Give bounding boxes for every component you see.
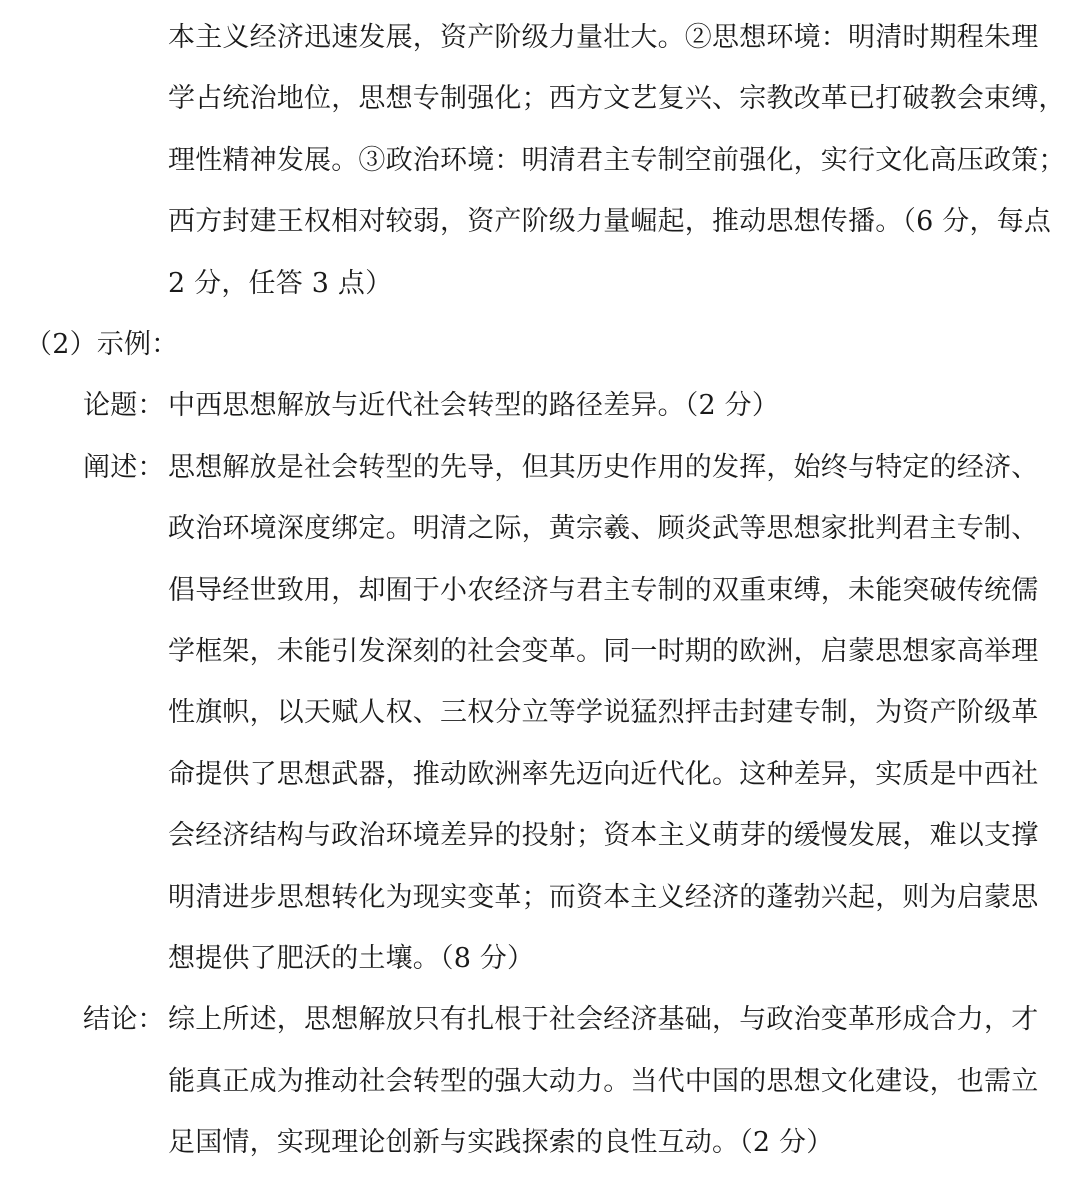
elaboration-line: 学框架，未能引发深刻的社会变革。同一时期的欧洲，启蒙思想家高举理 — [168, 636, 1039, 667]
paragraph-line: 2 分，任答 3 点） — [168, 268, 393, 299]
elaboration-line: 思想解放是社会转型的先导，但其历史作用的发挥，始终与特定的经济、 — [168, 452, 1039, 483]
elaboration-line: 倡导经世致用，却囿于小农经济与君主专制的双重束缚，未能突破传统儒 — [168, 575, 1039, 606]
section-heading: （2）示例： — [25, 329, 179, 360]
conclusion-label: 结论： — [83, 1004, 165, 1035]
elaboration-line: 性旗帜，以天赋人权、三权分立等学说猛烈抨击封建专制，为资产阶级革 — [168, 697, 1039, 728]
paragraph-line: 本主义经济迅速发展，资产阶级力量壮大。②思想环境：明清时期程朱理 — [168, 22, 1039, 53]
conclusion-line: 综上所述，思想解放只有扎根于社会经济基础，与政治变革形成合力，才 — [168, 1004, 1039, 1035]
conclusion-line: 足国情，实现理论创新与实践探索的良性互动。（2 分） — [168, 1127, 834, 1158]
conclusion-line: 能真正成为推动社会转型的强大动力。当代中国的思想文化建设，也需立 — [168, 1066, 1039, 1097]
paragraph-line: 西方封建王权相对较弱，资产阶级力量崛起，推动思想传播。（6 分，每点 — [168, 206, 1052, 237]
elaboration-line: 想提供了肥沃的土壤。（8 分） — [168, 943, 535, 974]
elaboration-label: 阐述： — [83, 452, 165, 483]
thesis-label: 论题： — [83, 390, 165, 421]
paragraph-line: 理性精神发展。③政治环境：明清君主专制空前强化，实行文化高压政策； — [168, 145, 1066, 176]
elaboration-line: 政治环境深度绑定。明清之际，黄宗羲、顾炎武等思想家批判君主专制、 — [168, 513, 1039, 544]
elaboration-line: 命提供了思想武器，推动欧洲率先迈向近代化。这种差异，实质是中西社 — [168, 759, 1039, 790]
elaboration-line: 会经济结构与政治环境差异的投射；资本主义萌芽的缓慢发展，难以支撑 — [168, 820, 1039, 851]
thesis-line: 中西思想解放与近代社会转型的路径差异。（2 分） — [168, 390, 780, 421]
elaboration-line: 明清进步思想转化为现实变革；而资本主义经济的蓬勃兴起，则为启蒙思 — [168, 882, 1039, 913]
paragraph-line: 学占统治地位，思想专制强化；西方文艺复兴、宗教改革已打破教会束缚， — [168, 83, 1066, 114]
